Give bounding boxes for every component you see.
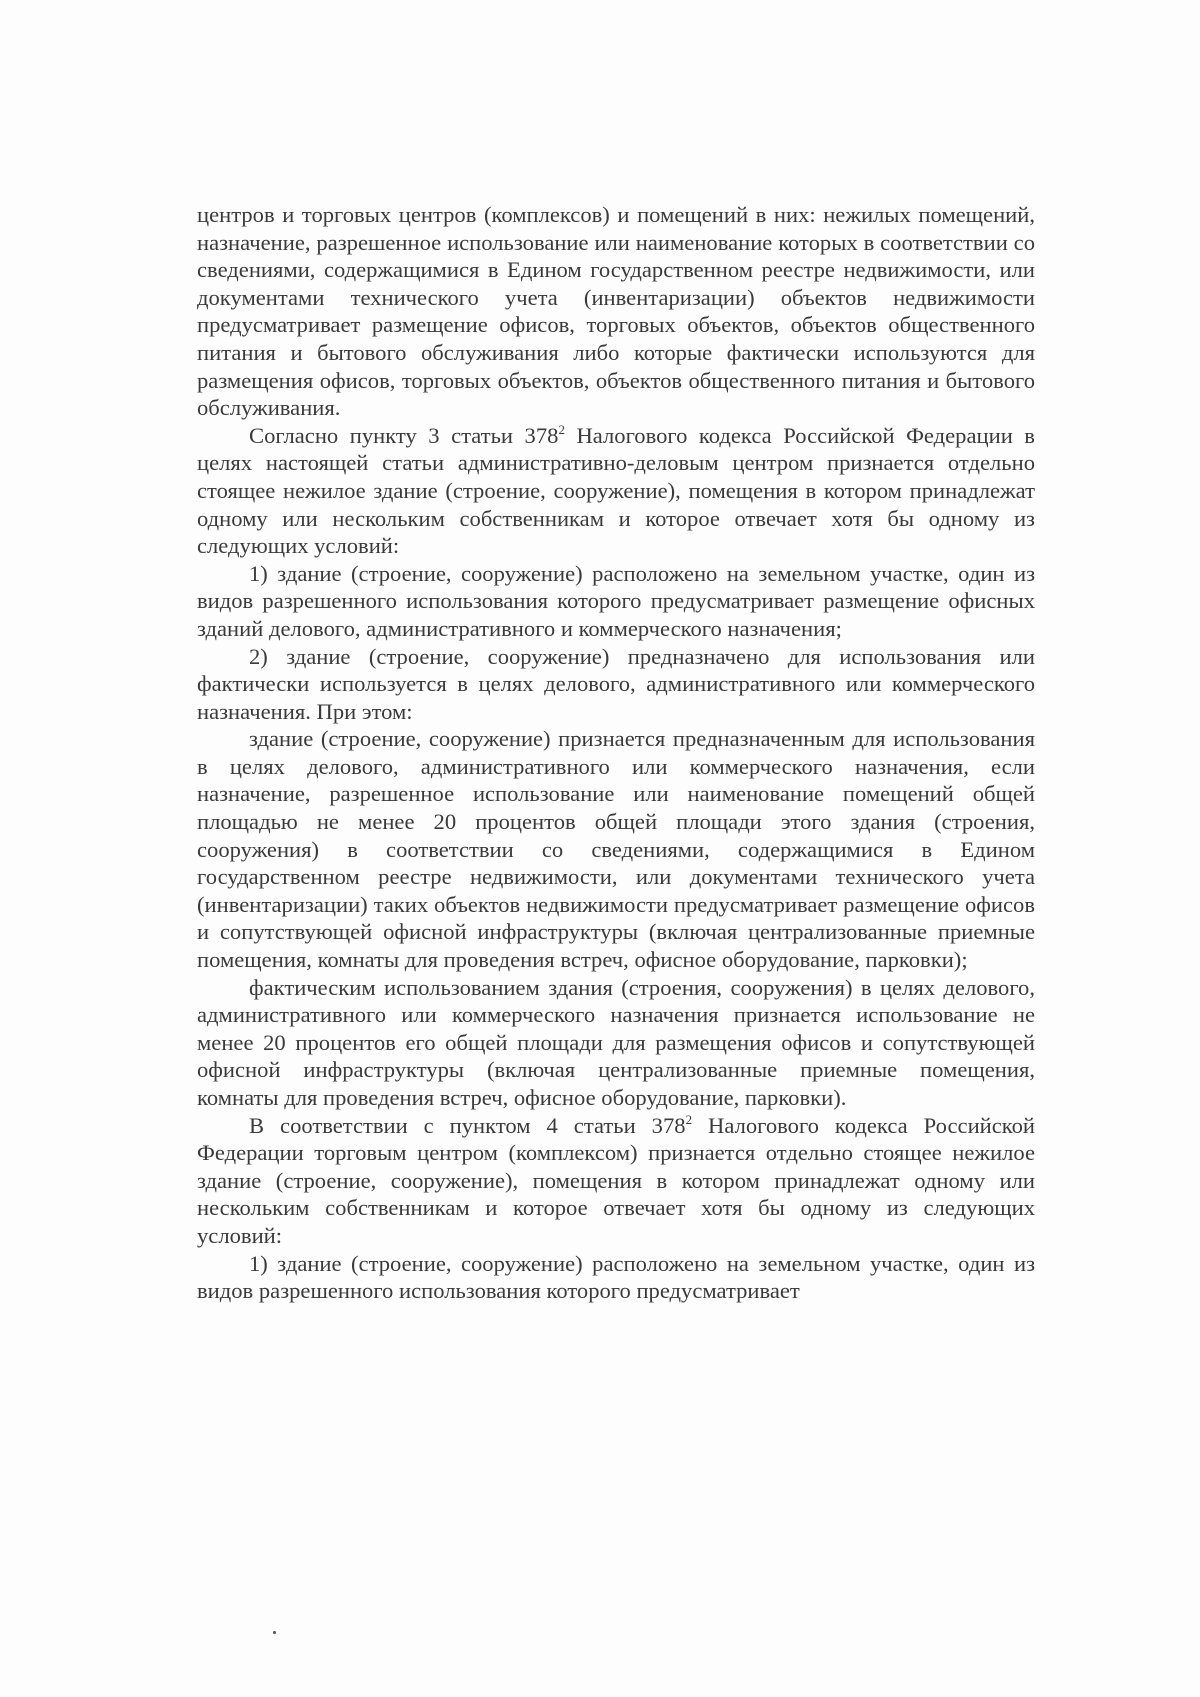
list-item-condition-1: 1) здание (строение, сооружение) расположено на земельном участке, один из видов разрешенного использования которого предусматривает размещение офисных зданий делового, административного и коммерческого назначения; [197,560,1035,641]
paragraph-actual-use: фактическим использованием здания (строения, сооружения) в целях делового, административного или коммерческого назначения признается использование не менее 20 процентов его общей площади для размещения офисов и сопутствующей офисной инфраструктуры (включая централизованные приемные помещения, комнаты для проведения встреч, офисное оборудование, парковки). [197,974,1035,1110]
paragraph-text-start: Согласно пункту 3 статьи 378 [249,422,559,448]
scan-speck [273,1631,276,1634]
superscript-index: 2 [558,421,565,437]
paragraph-intended-use: здание (строение, сооружение) признается предназначенным для использования в целях делового, административного или коммерческого назначения, если назначение, разрешенное использование или наименование помещений общей площадью не менее 20 процентов общей площади этого здания (строения, сооружения) в соответствии со сведениями, содержащимися в Едином государственном реестре недвижимости, или документами технического учета (инвентаризации) таких объектов недвижимости предусматривает размещение офисов и сопутствующей офисной инфраструктуры (включая централизованные приемные помещения, комнаты для проведения встреч, офисное оборудование, парковки); [197,726,1035,973]
superscript-index: 2 [685,1111,693,1127]
paragraph-text-start: В соответствии с пунктом 4 статьи 378 [249,1112,686,1138]
paragraph-trade-center-definition [197,1112,1035,1250]
list-item-trade-condition-1: 1) здание (строение, сооружение) расположено на земельном участке, один из видов разрешенного использования которого предусматривает [197,1250,1035,1304]
paragraph-admin-center-definition [197,422,1035,560]
paragraph-continuation: центров и торговых центров (комплексов) и помещений в них: нежилых помещений, назначение, разрешенное использование или наименование которых в соответствии со сведениями, содержащимися в Едином государственном реестре недвижимости, или документами технического учета (инвентаризации) объектов недвижимости предусматривает размещение офисов, торговых объектов, объектов общественного питания и бытового обслуживания либо которые фактически используются для размещения офисов, торговых объектов, объектов общественного питания и бытового обслуживания. [197,202,1035,421]
paragraph-text-end: Налогового кодекса Российской Федерации в целях настоящей статьи административно-деловым центром признается отдельно стоящее нежилое здание (строение, сооружение), помещения в котором принадлежат одному или нескольким собственникам и которое отвечает хотя бы одному из следующих условий: [197,422,1035,559]
list-item-condition-2: 2) здание (строение, сооружение) предназначено для использования или фактически используется в целях делового, административного или коммерческого назначения. При этом: [197,643,1035,724]
document-body [197,201,1035,1305]
paragraph-text-end: Налогового кодекса Российской Федерации торговым центром (комплексом) признается отдельно стоящее нежилое здание (строение, сооружение), помещения в котором принадлежат одному или нескольким собственникам и которое отвечает хотя бы одному из следующих условий: [197,1112,1035,1248]
